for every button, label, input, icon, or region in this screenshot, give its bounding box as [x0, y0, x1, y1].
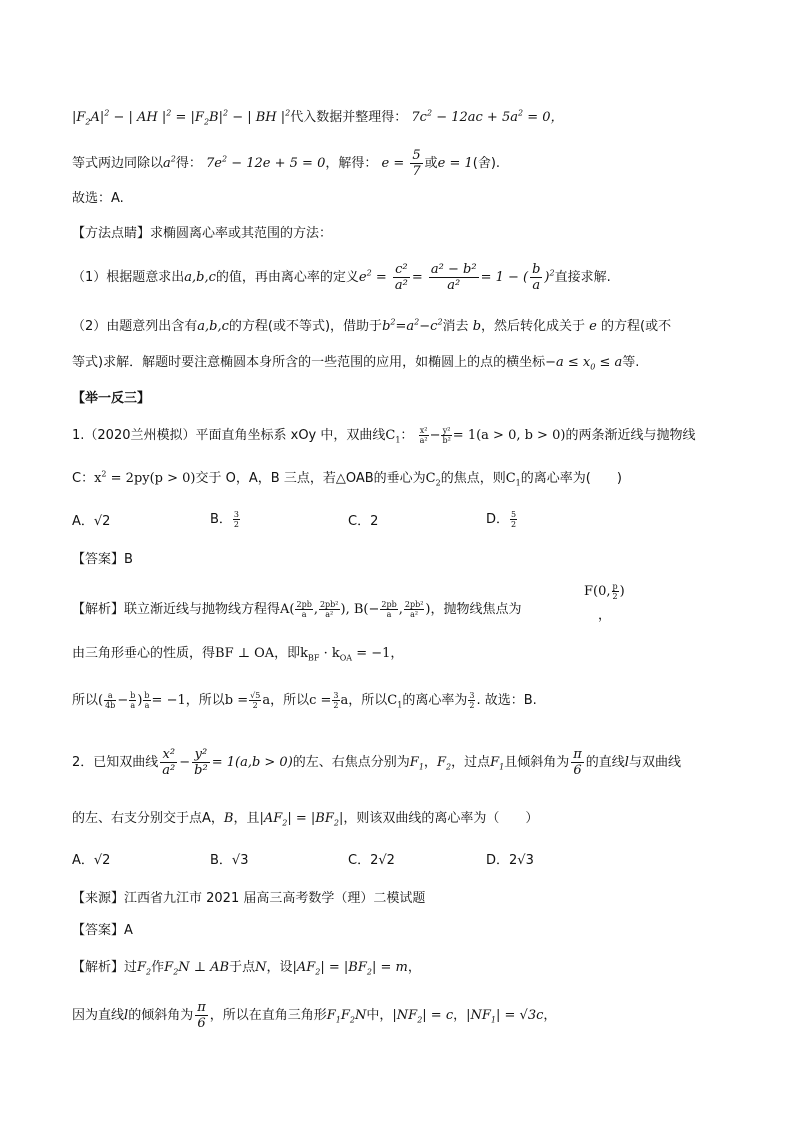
text: π — [573, 747, 582, 762]
text: a — [340, 693, 349, 708]
text: c — [430, 319, 438, 334]
fraction — [332, 691, 339, 710]
text: 所以 — [72, 693, 99, 708]
text: 作 — [151, 960, 165, 975]
text: 的方程(或不等式)，借助于 — [228, 319, 383, 334]
text: 1 — [515, 478, 521, 488]
text: = — [411, 270, 423, 285]
text: b = — [224, 693, 249, 708]
text: − | AH | — [109, 110, 167, 125]
text: 2 — [333, 818, 339, 828]
fraction — [104, 691, 116, 710]
text: 的值，再由离心率的定义 — [215, 270, 359, 285]
text: p — [612, 582, 618, 591]
text: 的左、右支分别交于点A， — [72, 811, 224, 826]
answer-1: 【答案】B — [72, 552, 133, 567]
text: 2 — [333, 701, 339, 710]
text: a² — [394, 278, 408, 293]
text: C — [505, 471, 516, 486]
text: 2pb² — [404, 600, 424, 609]
text: ， — [407, 960, 421, 975]
text: b — [130, 691, 136, 700]
text: 7e — [206, 156, 222, 171]
source-line: 【来源】江西省九江市 2021 届高三高考数学（理）二模试题 — [72, 891, 426, 906]
text: ，设 — [266, 960, 293, 975]
text: a — [386, 610, 392, 619]
text: a — [144, 701, 150, 710]
text: b² — [442, 436, 451, 445]
text: 1 — [397, 700, 403, 710]
fraction — [143, 691, 150, 710]
text: , — [398, 602, 403, 617]
question-2-line-2 — [72, 807, 538, 828]
text: ，解得： — [325, 156, 378, 171]
line-5 — [72, 262, 611, 293]
option-b: B．√3 — [210, 853, 249, 868]
text: a² — [410, 610, 419, 619]
text: = 0， — [523, 110, 564, 125]
line-7 — [72, 351, 639, 372]
text: . 故选：B. — [476, 693, 537, 708]
text: 的直线 — [585, 755, 625, 770]
text: 2 — [101, 469, 107, 479]
line-1 — [72, 106, 564, 127]
text: 2 — [435, 478, 441, 488]
text: 3 — [233, 510, 240, 519]
option-d: D．2√3 — [486, 853, 534, 868]
text: a² — [419, 436, 428, 445]
text: − — [179, 755, 191, 770]
text: 2 — [417, 1015, 423, 1025]
text: 3 — [333, 691, 339, 700]
fraction — [192, 747, 210, 778]
text: 【解析】联立渐近线与抛物线方程得 — [72, 602, 281, 617]
text: 2 — [517, 108, 524, 118]
text: 6 — [197, 1016, 206, 1031]
text: N ⊥ AB — [178, 960, 230, 975]
text: | = c — [422, 1008, 454, 1023]
text: 因为直线 — [72, 1008, 125, 1023]
text: F — [164, 960, 174, 975]
text: 7 — [412, 164, 421, 179]
text: ，过点 — [451, 755, 491, 770]
text: l — [624, 755, 629, 770]
text: F — [436, 755, 446, 770]
fraction — [530, 262, 542, 293]
text: | = m — [371, 960, 408, 975]
fraction — [612, 582, 619, 601]
text: = 2py(p > 0) — [106, 471, 196, 486]
text: ，即 — [274, 646, 301, 661]
text: C — [385, 428, 396, 443]
text: a — [301, 610, 307, 619]
text: ), B(− — [340, 602, 380, 617]
text: 中， — [366, 1008, 393, 1023]
fraction — [410, 148, 422, 179]
line-3: 故选：A. — [72, 191, 124, 206]
text: | = |BF — [287, 811, 334, 826]
text: | = √3c — [496, 1008, 544, 1023]
text: ， — [390, 646, 404, 661]
text: − — [117, 693, 129, 708]
text: 0 — [590, 362, 596, 372]
text: e = — [381, 156, 405, 171]
text: ，所以 — [185, 693, 225, 708]
text: B． — [210, 512, 232, 527]
text: · k — [319, 646, 340, 661]
text: 2．已知双曲线 — [72, 755, 159, 770]
text: ，所以 — [348, 693, 388, 708]
text: = — [371, 270, 387, 285]
text: 2 — [445, 762, 452, 772]
text: ) — [619, 584, 625, 599]
fraction — [429, 262, 479, 293]
line-2 — [72, 148, 500, 179]
fraction — [319, 600, 340, 619]
text: ≤ a — [595, 355, 623, 370]
text: 2 — [612, 592, 618, 601]
text: A| — [90, 110, 105, 125]
text: e — [358, 270, 367, 285]
text: 的焦点，则 — [440, 471, 506, 486]
text: 的离心率为 — [402, 693, 468, 708]
text: C： — [72, 471, 95, 486]
text: = 1(a,b > 0) — [211, 755, 293, 770]
text: ) — [544, 270, 550, 285]
text: − — [419, 319, 431, 334]
text: ) — [425, 602, 431, 617]
text: y² — [192, 747, 210, 763]
text: a² — [162, 763, 176, 778]
text: = 1 − ( — [480, 270, 529, 285]
method-heading: 【方法点睛】求椭圆离心率或其范围的方法： — [72, 226, 333, 241]
text: a² − b² — [430, 262, 477, 277]
text: ( — [98, 693, 104, 708]
text: ，所以在直角三角形 — [209, 1008, 327, 1023]
text: 于点 — [229, 960, 256, 975]
fraction — [249, 691, 261, 710]
text: 2 — [252, 701, 258, 710]
text: 1 — [335, 1015, 341, 1025]
text: N — [355, 1008, 367, 1023]
fraction — [441, 426, 451, 445]
text: N — [255, 960, 267, 975]
text: 1 — [490, 1015, 496, 1025]
text: 【解析】过 — [72, 960, 138, 975]
option-b — [210, 508, 241, 529]
text: b — [382, 319, 391, 334]
text: F — [409, 755, 419, 770]
text: a² — [325, 610, 334, 619]
text: a — [130, 701, 136, 710]
text: 3 — [469, 691, 475, 700]
option-c: C．2√2 — [348, 853, 395, 868]
focus-point — [584, 582, 625, 601]
text: 2 — [437, 317, 443, 327]
text: | — [338, 811, 344, 826]
text: 的方程(或不 — [601, 319, 672, 334]
text: 等. — [622, 355, 640, 370]
text: 2 — [146, 967, 152, 977]
text: |NF — [392, 1008, 418, 1023]
text: y² — [442, 426, 451, 435]
text: k — [300, 646, 309, 661]
text: 2 — [203, 117, 210, 127]
text: a,b,c — [197, 319, 229, 334]
text: − 12e + 5 = 0 — [227, 156, 326, 171]
text: （2）由题意列出含有 — [72, 319, 198, 334]
text: 且倾斜角为 — [504, 755, 570, 770]
text: 2 — [104, 108, 110, 118]
fraction — [295, 600, 312, 619]
text: 得： — [175, 156, 202, 171]
text: 的倾斜角为 — [128, 1008, 194, 1023]
text: F — [137, 960, 147, 975]
text: 2 — [166, 108, 172, 118]
answer-2: 【答案】A — [72, 923, 133, 938]
fraction — [129, 691, 136, 710]
text: 等式两边同除以 — [72, 156, 164, 171]
text: |F — [72, 110, 86, 125]
text: 由三角形垂心的性质，得 — [72, 646, 216, 661]
text: F — [326, 1008, 336, 1023]
text: 2 — [426, 108, 433, 118]
text: − | BH | — [228, 110, 286, 125]
fraction — [571, 747, 584, 778]
text: ，抛物线焦点为 — [430, 602, 522, 617]
analysis-1-line-3 — [72, 689, 537, 710]
text: BF ⊥ OA — [215, 646, 275, 661]
fraction — [233, 510, 240, 529]
text: 的离心率为( ) — [520, 471, 622, 486]
text: − 12ac + 5a — [432, 110, 518, 125]
text: C — [387, 693, 398, 708]
text: 2 — [170, 154, 176, 164]
text: 2pb² — [319, 600, 339, 609]
text: 2 — [173, 967, 179, 977]
text: 2 — [366, 268, 372, 278]
text: x — [94, 471, 102, 486]
text: b — [144, 691, 150, 700]
text: 2 — [85, 117, 91, 127]
text: 的左、右焦点分别为 — [292, 755, 410, 770]
text: C — [425, 471, 436, 486]
text: 1 — [418, 762, 424, 772]
text: B| — [209, 110, 223, 125]
text: 4b — [105, 701, 116, 710]
text: F(0, — [584, 584, 611, 599]
text: = −1 — [352, 646, 391, 661]
text: a — [104, 691, 116, 701]
text: OA — [339, 653, 353, 663]
text: F — [490, 755, 500, 770]
fraction — [419, 426, 429, 445]
text: ： — [400, 428, 414, 443]
fraction — [404, 600, 425, 619]
text: a,b,c — [184, 270, 216, 285]
text: 2 — [222, 154, 228, 164]
question-1-line-1 — [72, 424, 695, 445]
text: a — [262, 693, 271, 708]
text: 2 — [549, 268, 555, 278]
text: F — [340, 1008, 350, 1023]
analysis-2-line-1 — [72, 956, 421, 977]
text: e = 1 — [437, 156, 473, 171]
fraction — [393, 262, 410, 293]
text: = |F — [171, 110, 204, 125]
text: b — [472, 319, 482, 334]
analysis-2-line-2 — [72, 1000, 556, 1031]
text: 1 — [499, 762, 505, 772]
text: 交于 O，A，B 三点，若△OAB的垂心为 — [195, 471, 426, 486]
text: 2 — [285, 108, 291, 118]
text: b² — [194, 763, 208, 778]
fraction — [160, 747, 177, 778]
text: (舍). — [472, 156, 501, 171]
text: ， — [543, 1008, 557, 1023]
text: x² — [419, 426, 428, 435]
question-1-line-2 — [72, 467, 622, 488]
text: x² — [160, 747, 177, 763]
analysis-1-line-1 — [72, 598, 522, 619]
text: e — [589, 319, 597, 334]
text: a² — [447, 278, 461, 293]
fraction — [195, 1000, 208, 1031]
option-c: C．2 — [348, 514, 379, 529]
text: a — [532, 278, 541, 293]
text: √5 — [250, 691, 261, 700]
text: |NF — [466, 1008, 491, 1023]
text: π — [197, 1000, 206, 1015]
text: A( — [280, 602, 295, 617]
text: 6 — [573, 763, 582, 778]
text: 2 — [414, 317, 420, 327]
text: − — [429, 428, 441, 443]
text: −a ≤ x — [545, 355, 591, 370]
text: , — [313, 602, 318, 617]
text: ， — [453, 1008, 467, 1023]
text: = — [395, 319, 407, 334]
fraction — [468, 691, 475, 710]
text: c² — [393, 262, 410, 278]
fraction — [380, 600, 397, 619]
text: ， — [423, 755, 437, 770]
text: | = |BF — [320, 960, 367, 975]
text: 7c — [411, 110, 427, 125]
text: 2 — [222, 108, 229, 118]
text: ，所以 — [270, 693, 310, 708]
text: l — [124, 1008, 129, 1023]
text: 2 — [233, 520, 240, 529]
text: ， — [598, 608, 612, 623]
text: 消去 — [442, 319, 469, 334]
text: ) — [137, 693, 143, 708]
text: 2 — [349, 1015, 356, 1025]
text: 1.（2020兰州模拟）平面直角坐标系 xOy 中，双曲线 — [72, 428, 386, 443]
text: 5 — [511, 510, 517, 519]
text: 2 — [469, 701, 475, 710]
text: 2 — [366, 967, 372, 977]
text: 与双曲线 — [628, 755, 681, 770]
section-heading: 【举一反三】 — [72, 391, 151, 406]
text: （1）根据题意求出 — [72, 270, 185, 285]
question-2-line-1 — [72, 747, 681, 778]
option-a: A．√2 — [72, 514, 111, 529]
text: a — [163, 156, 171, 171]
text: 代入数据并整理得： — [290, 110, 408, 125]
text: 2 — [315, 967, 321, 977]
text: 2pb — [296, 600, 312, 609]
text: a — [406, 319, 415, 334]
text: 的两条渐近线与抛物线 — [565, 428, 696, 443]
text: 5 — [412, 148, 421, 163]
text: 直接求解. — [554, 270, 611, 285]
text: 2 — [390, 317, 396, 327]
text: 等式)求解．解题时要注意椭圆本身所含的一些范围的应用，如椭圆上的点的横坐标 — [72, 355, 546, 370]
text: b — [532, 262, 541, 277]
text: 2pb — [381, 600, 397, 609]
text: 2 — [511, 520, 517, 529]
text: = −1 — [151, 693, 186, 708]
fraction — [510, 510, 517, 529]
text: ，则该双曲线的离心率为（ ） — [343, 811, 539, 826]
text: |AF — [259, 811, 283, 826]
text: 2 — [282, 818, 288, 828]
line-6 — [72, 315, 671, 334]
option-a: A．√2 — [72, 853, 111, 868]
text: BF — [308, 653, 320, 663]
text: = 1(a > 0, b > 0) — [452, 428, 566, 443]
text: c = — [309, 693, 332, 708]
text: B — [223, 811, 234, 826]
option-d — [486, 508, 518, 529]
text: D． — [486, 512, 510, 527]
text: ，且 — [233, 811, 260, 826]
text: 1 — [395, 435, 401, 445]
text: |AF — [292, 960, 316, 975]
text: 或 — [424, 156, 438, 171]
analysis-1-line-2 — [72, 642, 403, 663]
text: ，然后转化成关于 — [481, 319, 586, 334]
